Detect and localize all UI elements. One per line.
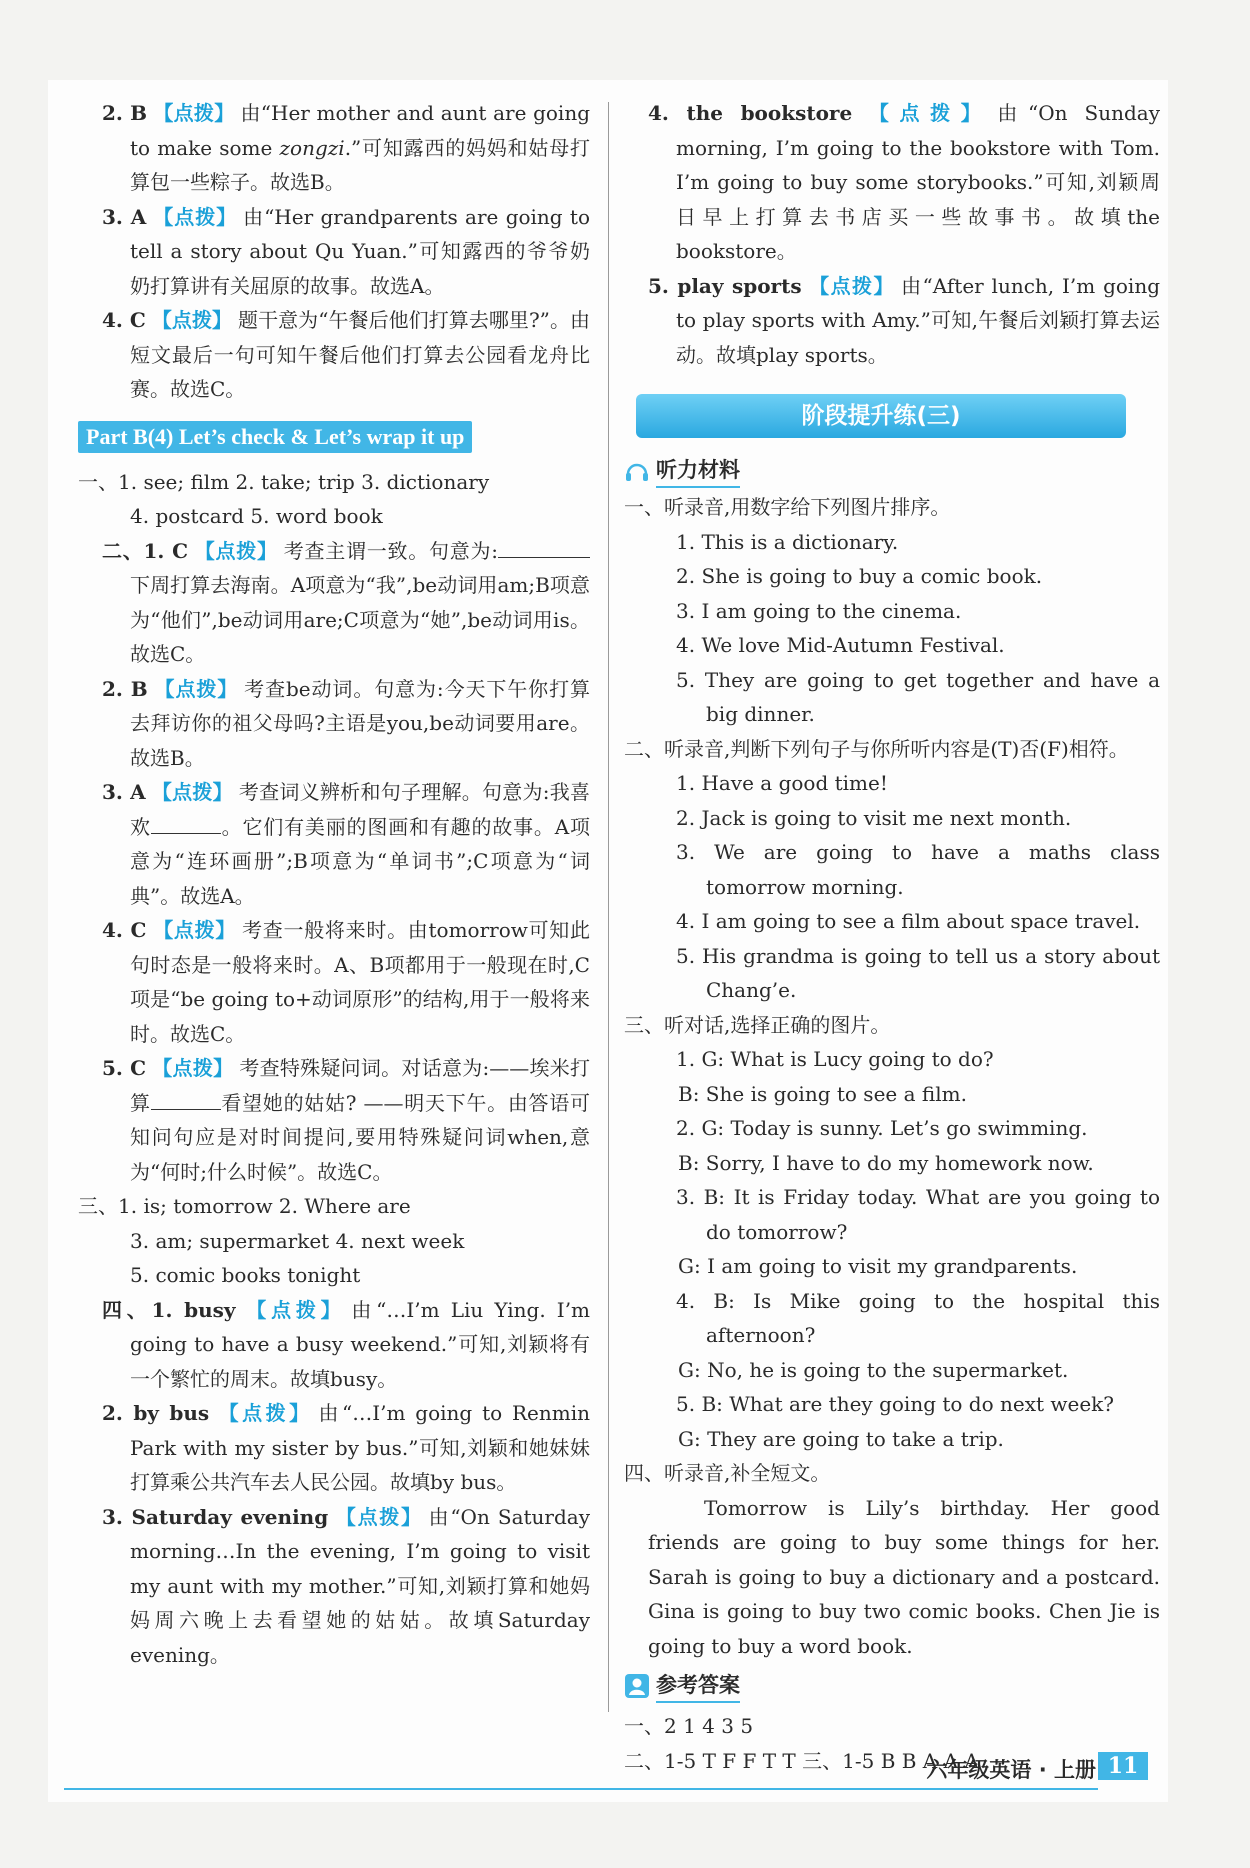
answers-header: 参考答案 — [624, 1669, 1160, 1703]
sec3-line: 1. G: What is Lucy going to do? — [676, 1047, 994, 1071]
sec3-line: 3. B: It is Friday today. What are you going to do tomorrow? — [676, 1185, 1160, 1244]
part-two-2: 2. B 【点拨】 考查be动词。句意为:今天下午你打算去拜访你的祖父母吗?主语是you,be动词要用are。故选B。 — [102, 676, 590, 770]
page-number: 11 — [1098, 1752, 1148, 1780]
sec1-item: 3. I am going to the cinema. — [676, 598, 962, 623]
listening-sec3: 三、听对话,选择正确的图片。 — [624, 1012, 891, 1037]
sec3-line: B: She is going to see a film. — [678, 1081, 967, 1106]
part-three-line-a: 三、1. is; tomorrow 2. Where are — [78, 1194, 411, 1218]
sec1-item: 2. She is going to buy a comic book. — [676, 564, 1043, 588]
sec3-line: B: Sorry, I have to do my homework now. — [678, 1150, 1094, 1175]
page-footer — [48, 1752, 1168, 1792]
sec3-line: 4. B: Is Mike going to the hospital this afternoon? — [676, 1288, 1160, 1347]
blank-line — [151, 1089, 221, 1110]
part-three-line-b: 3. am; supermarket 4. next week — [130, 1228, 465, 1253]
part-four-2: 2. by bus 【点拨】 由“…I’m going to Renmin Park with my sister by bus.”可知,刘颖和她妹妹打算乘公共汽车去人民公园。故填by bus。 — [102, 1401, 590, 1494]
sec3-line: G: No, he is going to the supermarket. — [678, 1357, 1069, 1382]
part-four-3: 3. Saturday evening 【点拨】 由“On Saturday morning…In the evening, I’m going to visit my aunt with my mother.”可知,刘颖打算和她妈妈周六晚上去看望她的姑姑。故填Saturday evening。 — [102, 1504, 591, 1667]
sec2-item: 2. Jack is going to visit me next month. — [676, 805, 1072, 830]
answer-r5: 5. play sports 【点拨】 由“After lunch, I’m going to play sports with Amy.”可知,午餐后刘颖打算去运动。故填play sports。 — [648, 273, 1161, 367]
listening-header: 听力材料 — [624, 454, 1160, 488]
part-four-1: 四、1. busy 【点拨】 由“…I’m Liu Ying. I’m going to have a busy weekend.”可知,刘颖将有一个繁忙的周末。故填busy。 — [102, 1297, 591, 1391]
part-one-line-a: 一、1. see; film 2. take; trip 3. dictionary — [78, 469, 490, 494]
sec1-item: 5. They are going to get together and have a big dinner. — [676, 667, 1160, 726]
book-label: 六年级英语 · 上册 — [926, 1758, 1096, 1782]
sec3-line: G: I am going to visit my grandparents. — [678, 1254, 1078, 1278]
sec1-item: 1. This is a dictionary. — [676, 529, 899, 554]
listening-sec4: 四、听录音,补全短文。 — [624, 1461, 831, 1485]
sec2-item: 1. Have a good time! — [676, 771, 888, 795]
part-three-line-c: 5. comic books tonight — [130, 1263, 361, 1287]
listening-sec2: 二、听录音,判断下列句子与你所听内容是(T)否(F)相符。 — [624, 736, 1129, 761]
sec3-line: G: They are going to take a trip. — [678, 1426, 1004, 1451]
answers-line-2: 二、1-5 T F F T T 三、1-5 B B A A A — [624, 1748, 979, 1773]
answer-4: 4. C 【点拨】 题干意为“午餐后他们打算去哪里?”。由短文最后一句可知午餐后他们打算去公园看龙舟比赛。故选C。 — [102, 308, 591, 401]
answer-3: 3. A 【点拨】 由“Her grandparents are going to tell a story about Qu Yuan.”可知露西的爷爷奶奶打算讲有关屈原的故事。故选A。 — [102, 204, 591, 298]
person-icon — [624, 1673, 650, 1699]
sec4-passage: Tomorrow is Lily’s birthday. Her good friends are going to buy some things for her. Sarah is going to buy a dictionary and a postcard. Gina is going to buy two comic books. Chen Jie is going to buy a word book. — [648, 1495, 1160, 1658]
sec3-line: 2. G: Today is sunny. Let’s go swimming. — [676, 1116, 1088, 1140]
blank-line — [498, 537, 590, 558]
listening-sec1: 一、听录音,用数字给下列图片排序。 — [624, 495, 951, 519]
sec2-item: 4. I am going to see a film about space travel. — [676, 909, 1141, 933]
headphones-icon — [624, 458, 650, 484]
left-column — [78, 96, 590, 1672]
column-divider — [608, 102, 609, 1712]
part-two-5: 5. C 【点拨】 考查特殊疑问词。对话意为:——埃米打算 看望她的姑姑? ——明天下午。由答语可知问句应是对时间提问,要用特殊疑问词when,意为“何时;什么时候”。故选C。 — [102, 1056, 590, 1184]
part-two-4: 4. C 【点拨】 考查一般将来时。由tomorrow可知此句时态是一般将来时。A、B项都用于一般现在时,C项是“be going to+动词原形”的结构,用于一般将来时。故选C。 — [102, 918, 591, 1046]
stage-banner: 阶段提升练(三) — [636, 394, 1126, 438]
part-two-1: 二、1. C 【点拨】 考查主谓一致。句意为:下周打算去海南。A项意为“我”,be动词用am;B项意为“他们”,be动词用are;C项意为“她”,be动词用is。故选C。 — [102, 538, 590, 666]
part-one-line-b: 4. postcard 5. word book — [130, 504, 383, 528]
footer-rule — [64, 1788, 1098, 1790]
page — [48, 80, 1168, 1802]
part-two-3: 3. A 【点拨】 考查词义辨析和句子理解。句意为:我喜欢 。它们有美丽的图画和有趣的故事。A项意为“连环画册”;B项意为“单词书”;C项意为“词典”。故选A。 — [102, 780, 590, 908]
answer-r4: 4. the bookstore 【点拨】 由“On Sunday morning, I’m going to the bookstore with Tom. I’m going to buy some storybooks.”可知,刘颖周日早上打算去书店买一些故事书。故填the bookstore。 — [648, 101, 1160, 263]
sec2-item: 5. His grandma is going to tell us a story about Chang’e. — [676, 943, 1160, 1002]
answer-2: 2. B 【点拨】 由“Her mother and aunt are going to make some zongzi.”可知露西的妈妈和姑母打算包一些粽子。故选B。 — [102, 101, 591, 194]
sec2-item: 3. We are going to have a maths class tomorrow morning. — [676, 840, 1160, 899]
right-column — [624, 96, 1160, 1778]
answers-line-1: 一、2 1 4 3 5 — [624, 1714, 754, 1738]
blank-line — [151, 813, 221, 834]
sec3-line: 5. B: What are they going to do next week? — [676, 1392, 1115, 1416]
sec1-item: 4. We love Mid-Autumn Festival. — [676, 633, 1005, 657]
section-title: Part B(4) Let’s check & Let’s wrap it up — [78, 421, 472, 453]
